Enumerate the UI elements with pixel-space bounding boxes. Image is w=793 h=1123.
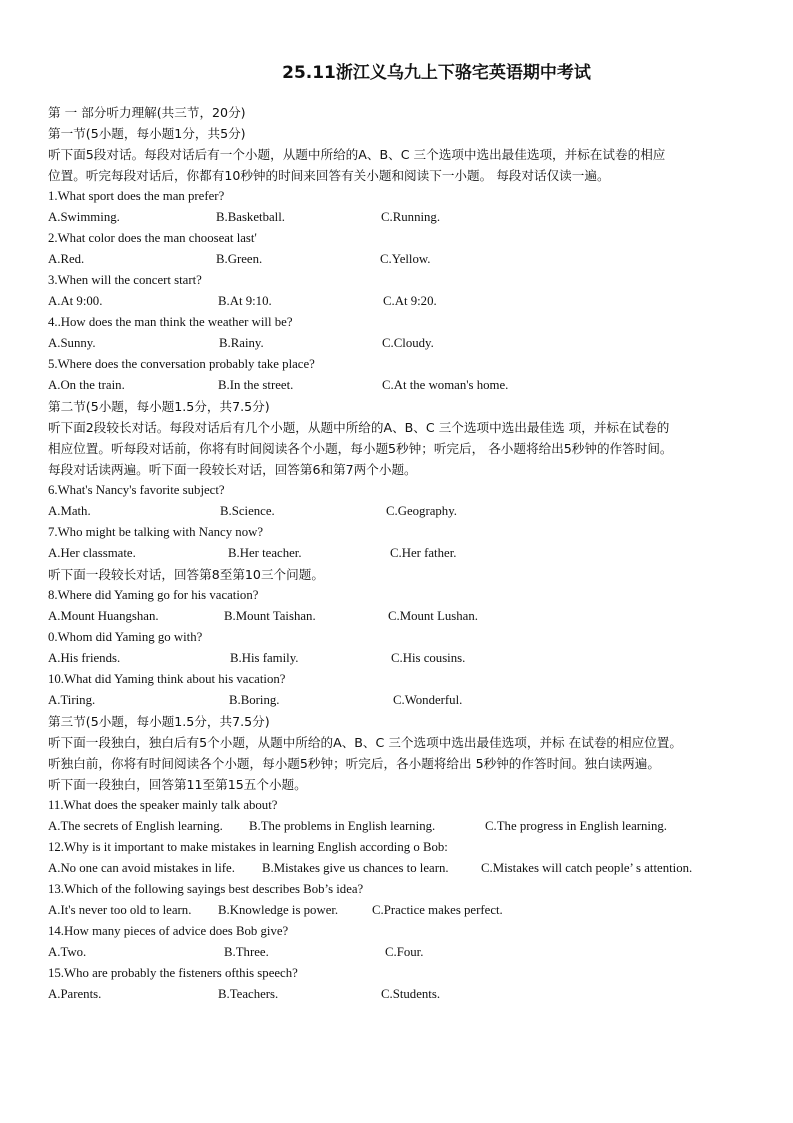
section2-header: 第二节(5小题，每小题1.5分，共7.5分) — [48, 399, 270, 414]
option-a: A.It's never too old to learn. — [48, 903, 192, 917]
option-c: C.His cousins. — [391, 651, 466, 665]
options-12 — [48, 858, 768, 879]
section2-instruction: 相应位置。听每段对话前，你将有时间阅读各个小题，每小题5秒钟；听完后， 各小题将给出5秒钟的作答时间。 — [48, 441, 673, 456]
options-10 — [48, 690, 768, 711]
question-1: 1.What sport does the man prefer? — [48, 189, 225, 203]
part-header: 第 一 部分听力理解(共三节，20分) — [48, 105, 246, 120]
section2-instruction: 听下面2段较长对话。每段对话后有几个小题，从题中所给的A、B、C 三个选项中选出最佳选 项，并标在试卷的 — [48, 420, 670, 435]
section1-header: 第一节(5小题，每小题1分，共5分) — [48, 126, 246, 141]
options-14 — [48, 942, 768, 963]
question-12: 12.Why is it important to make mistakes in learning English according o Bob: — [48, 840, 448, 854]
option-b: B.Three. — [224, 945, 269, 959]
exam-content — [48, 102, 768, 1005]
option-c: C.At the woman's home. — [382, 378, 509, 392]
question-7: 7.Who might be talking with Nancy now? — [48, 525, 264, 539]
option-c: C.Yellow. — [380, 252, 431, 266]
option-a: A.The secrets of English learning. — [48, 819, 223, 833]
option-b: B.Boring. — [229, 693, 280, 707]
section3-instruction: 听独白前，你将有时间阅读各个小题，每小题5秒钟；听完后，各小题将给出 5秒钟的作答时间。独白读两遍。 — [48, 756, 660, 771]
option-b: B.Basketball. — [216, 210, 285, 224]
option-b: B.The problems in English learning. — [249, 819, 436, 833]
question-6: 6.What's Nancy's favorite subject? — [48, 483, 225, 497]
option-b: B.His family. — [230, 651, 299, 665]
exam-title: 25.11浙江义乌九上下骆宅英语期中考试 — [282, 63, 591, 83]
options-6 — [48, 501, 768, 522]
option-a: A.Her classmate. — [48, 546, 136, 560]
option-c: C.Cloudy. — [382, 336, 434, 350]
question-13: 13.Which of the following sayings best describes Bob’s idea? — [48, 882, 364, 896]
option-b: B.Science. — [220, 504, 275, 518]
section2-instruction: 听下面一段较长对话，回答第8至第10三个问题。 — [48, 567, 324, 582]
option-c: C.Her father. — [390, 546, 457, 560]
option-a: A.Two. — [48, 945, 87, 959]
option-b: B.In the street. — [218, 378, 294, 392]
option-a: A.Parents. — [48, 987, 102, 1001]
question-4: 4..How does the man think the weather will be? — [48, 315, 293, 329]
question-14: 14.How many pieces of advice does Bob give? — [48, 924, 289, 938]
option-b: B.At 9:10. — [218, 294, 272, 308]
option-c: C.Running. — [381, 210, 441, 224]
question-8: 8.Where did Yaming go for his vacation? — [48, 588, 259, 602]
option-a: A.Math. — [48, 504, 91, 518]
option-a: A.Sunny. — [48, 336, 96, 350]
option-c: C.Mount Lushan. — [388, 609, 478, 623]
section3-header: 第三节(5小题，每小题1.5分，共7.5分) — [48, 714, 270, 729]
option-a: A.Mount Huangshan. — [48, 609, 159, 623]
options-9 — [48, 648, 768, 669]
question-3: 3.When will the concert start? — [48, 273, 202, 287]
option-c: C.Four. — [385, 945, 424, 959]
options-4 — [48, 333, 768, 354]
options-15 — [48, 984, 768, 1005]
options-13 — [48, 900, 768, 921]
option-b: B.Mistakes give us chances to learn. — [262, 861, 449, 875]
option-c: C.Geography. — [386, 504, 457, 518]
options-8 — [48, 606, 768, 627]
option-c: C.Students. — [381, 987, 441, 1001]
question-15: 15.Who are probably the fisteners ofthis speech? — [48, 966, 298, 980]
option-a: A.Tiring. — [48, 693, 96, 707]
option-b: B.Her teacher. — [228, 546, 302, 560]
option-a: A.Red. — [48, 252, 85, 266]
section3-instruction: 听下面一段独白，独白后有5个小题，从题中所给的A、B、C 三个选项中选出最佳选项，并标 在试卷的相应位置。 — [48, 735, 682, 750]
options-2 — [48, 249, 768, 270]
options-7 — [48, 543, 768, 564]
options-11 — [48, 816, 768, 837]
option-a: A.At 9:00. — [48, 294, 103, 308]
option-a: A.His friends. — [48, 651, 121, 665]
option-c: C.Mistakes will catch people’ s attention. — [481, 861, 693, 875]
option-c: C.Practice makes perfect. — [372, 903, 503, 917]
section1-instruction: 听下面5段对话。每段对话后有一个小题，从题中所给的A、B、C 三个选项中选出最佳选项，并标在试卷的相应 — [48, 147, 666, 162]
option-c: C.The progress in English learning. — [485, 819, 667, 833]
section1-instruction: 位置。听完每段对话后，你都有10秒钟的时间来回答有关小题和阅读下一小题。 每段对话仅读一遍。 — [48, 168, 610, 183]
section2-instruction: 每段对话读两遍。听下面一段较长对话，回答第6和第7两个小题。 — [48, 462, 417, 477]
option-b: B.Green. — [216, 252, 263, 266]
option-b: B.Rainy. — [219, 336, 264, 350]
options-3 — [48, 291, 768, 312]
option-a: A.Swimming. — [48, 210, 120, 224]
option-b: B.Teachers. — [218, 987, 279, 1001]
question-5: 5.Where does the conversation probably take place? — [48, 357, 315, 371]
options-1 — [48, 207, 768, 228]
option-a: A.No one can avoid mistakes in life. — [48, 861, 235, 875]
question-9: 0.Whom did Yaming go with? — [48, 630, 203, 644]
question-2: 2.What color does the man chooseat last' — [48, 231, 257, 245]
question-11: 11.What does the speaker mainly talk about? — [48, 798, 278, 812]
option-b: B.Knowledge is power. — [218, 903, 339, 917]
option-c: C.At 9:20. — [383, 294, 437, 308]
option-b: B.Mount Taishan. — [224, 609, 316, 623]
question-10: 10.What did Yaming think about his vacation? — [48, 672, 286, 686]
options-5 — [48, 375, 768, 396]
option-a: A.On the train. — [48, 378, 125, 392]
option-c: C.Wonderful. — [393, 693, 463, 707]
section3-instruction: 听下面一段独白，回答第11至第15五个小题。 — [48, 777, 307, 792]
